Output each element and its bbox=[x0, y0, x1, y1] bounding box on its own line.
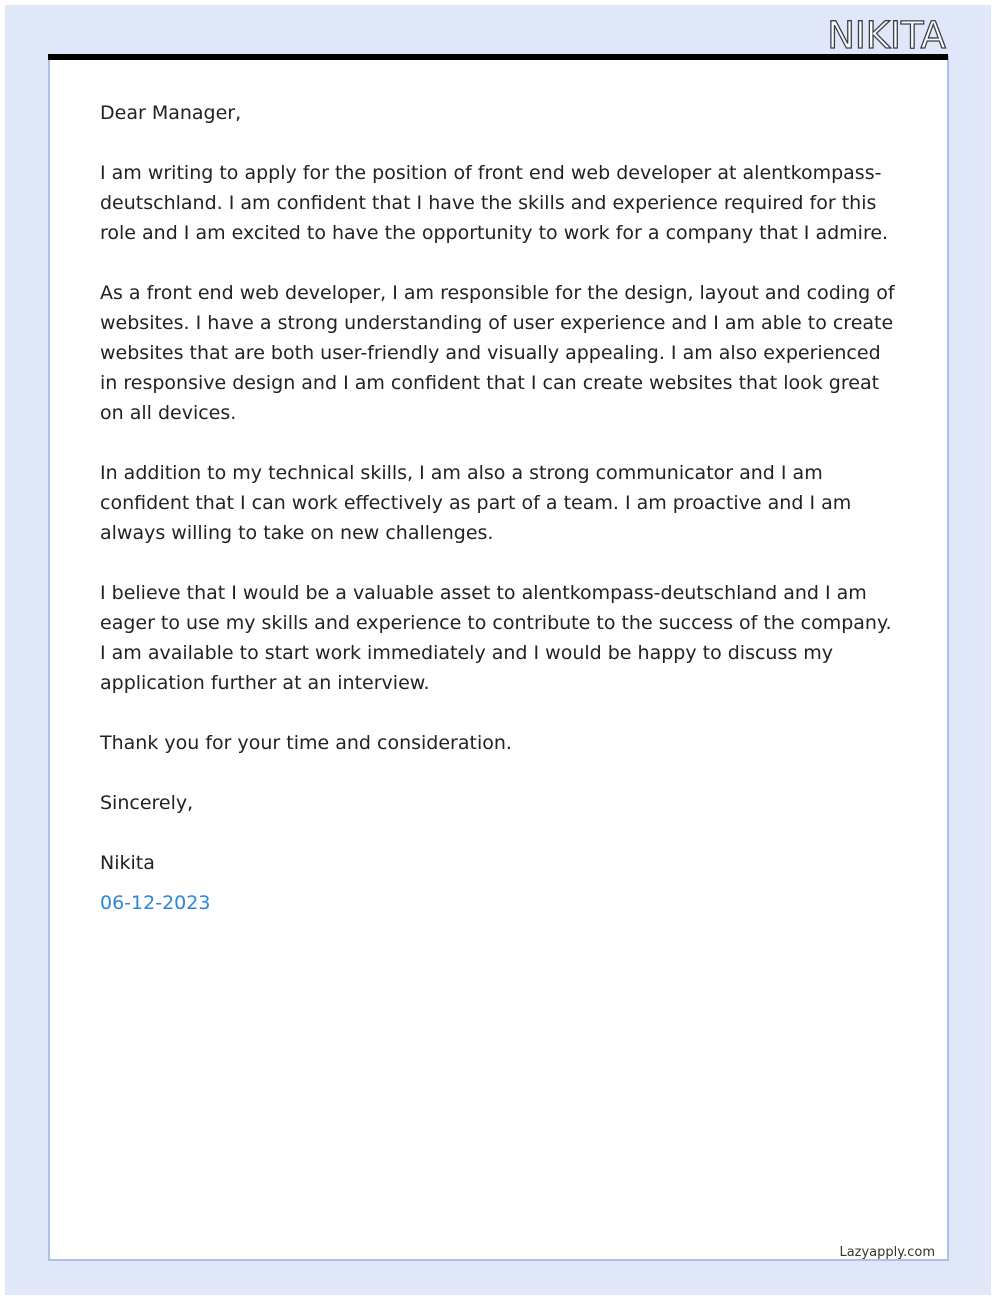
salutation: Dear Manager, bbox=[100, 102, 242, 124]
paragraph-intro: I am writing to apply for the position of front end web developer at alentkompass-deutschland. I am confident that I have the skills and experience required for this role and I am excited to have the opportunity to work for a company that I admire. bbox=[100, 162, 889, 244]
paragraph-availability: I believe that I would be a valuable asset to alentkompass-deutschland and I am eager to use my skills and experience to contribute to the success of the company. I am available to start work immediately and I would be happy to discuss my application further at an interview. bbox=[100, 582, 892, 694]
closing: Sincerely, bbox=[100, 792, 194, 814]
letter-body bbox=[100, 98, 895, 948]
header-divider bbox=[48, 54, 948, 60]
letter-date: 06-12-2023 bbox=[100, 892, 211, 914]
signature-name: Nikita bbox=[100, 852, 155, 874]
footer-credit: Lazyapply.com bbox=[839, 1245, 935, 1260]
paragraph-experience: As a front end web developer, I am responsible for the design, layout and coding of websites. I have a strong understanding of user experience and I am able to create websites that are both user-friendly and visually appealing. I am also experienced in responsive design and I am confident that I can create websites that look great on all devices. bbox=[100, 282, 895, 424]
name-logo: NIKITA bbox=[827, 14, 946, 57]
paragraph-thanks: Thank you for your time and consideration. bbox=[100, 732, 512, 754]
paragraph-soft-skills: In addition to my technical skills, I am also a strong communicator and I am confident that I can work effectively as part of a team. I am proactive and I am always willing to take on new challenges. bbox=[100, 462, 852, 544]
